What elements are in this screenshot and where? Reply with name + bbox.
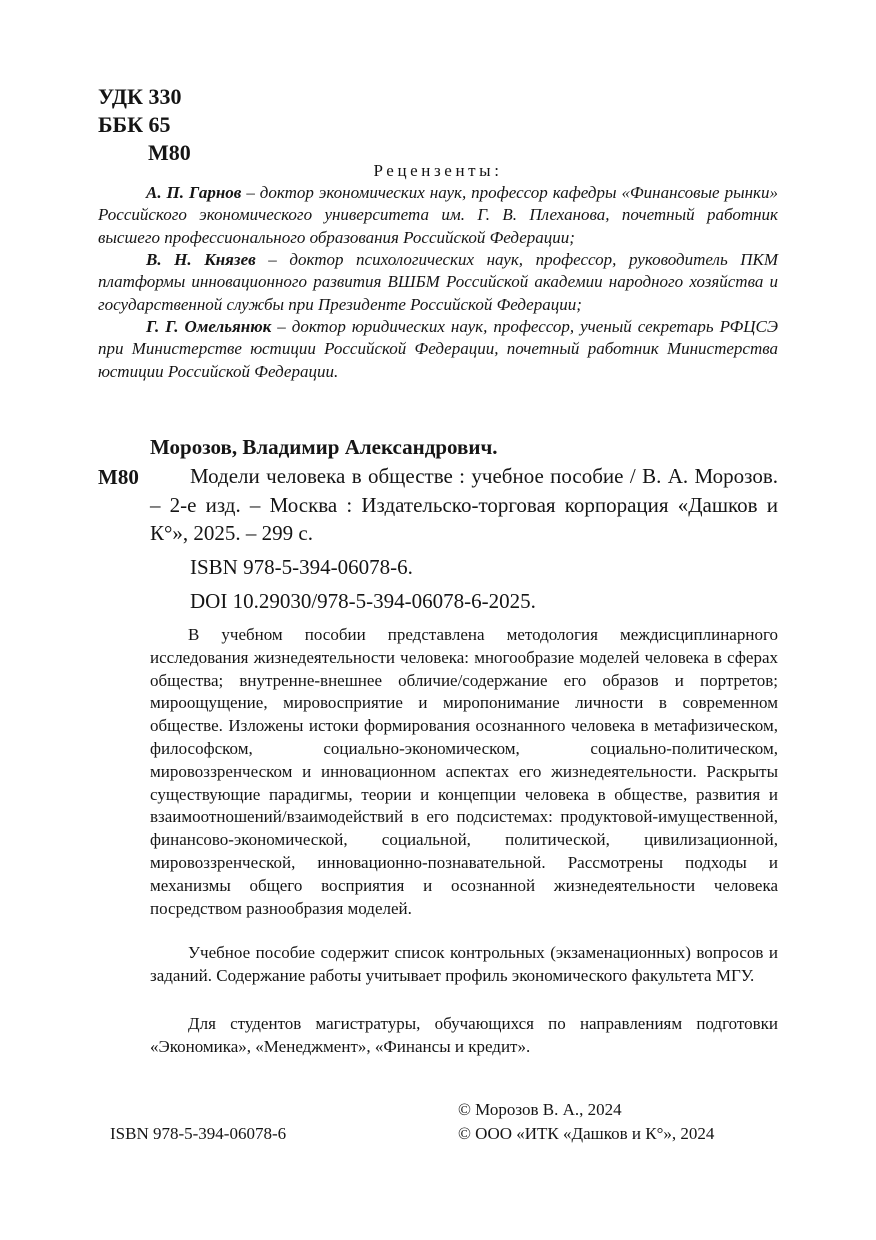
udk-code: УДК 330: [98, 84, 182, 109]
reviewer-3-name: Г. Г. Омельянюк: [146, 317, 272, 336]
abstract-paragraph-2: Учебное пособие содержит список контрольных (экзаменационных) вопросов и заданий. Содержание работы учитывает профиль экономического факультета МГУ.: [150, 943, 778, 985]
abstract-paragraph-3: Для студентов магистратуры, обучающихся по направлениям подготовки «Экономика», «Менеджмент», «Финансы и кредит».: [150, 1014, 778, 1056]
reviewer-1-text: – доктор экономических наук, профессор кафедры «Финансовые рынки» Российского экономического университета им. Г. В. Плеханова, почетный работник высшего профессионального образования Российской Федерации;: [98, 183, 778, 247]
bbk-code: ББК 65: [98, 112, 171, 137]
reviewer-2-name: В. Н. Князев: [146, 250, 256, 269]
abstract-paragraph-1: В учебном пособии представлена методология междисциплинарного исследования жизнедеятельности человека: многообразие моделей человека в сферах общества; внутренне-внешнее обличие/содержание его образов и портретов; мироощущение, мировосприятие и миропонимание личности в современном обществе. Изложены истоки формирования осознанного человека в метафизическом, философском, социально-экономическом, социально-политическом, мировоззренческом и инновационном аспектах его жизнедеятельности. Раскрыты существующие парадигмы, теории и концепции человека в обществе, развития и взаимоотношений/взаимодействий в его подсистемах: продуктовой-имущественной, финансово-экономической, социальной, политической, цивилизационной, мировоззренческой, инновационно-познавательной. Рассмотрены подходы и механизмы общего восприятия и осознанной жизнедеятельности человека посредством разнообразия моделей.: [150, 625, 778, 918]
copyright-publisher: © ООО «ИТК «Дашков и К°», 2024: [458, 1124, 715, 1143]
author-sign-code: М80: [148, 140, 191, 165]
isbn-line: ISBN 978-5-394-06078-6.: [190, 555, 413, 579]
doi-line: DOI 10.29030/978-5-394-06078-6-2025.: [190, 589, 536, 613]
bibliography-code: М80: [98, 465, 139, 489]
reviewer-3: [98, 316, 778, 383]
reviewer-3-text: – доктор юридических наук, профессор, ученый секретарь РФЦСЭ при Министерстве юстиции Российской Федерации, почетный работник Министерства юстиции Российской Федерации.: [98, 317, 778, 381]
reviewer-1-name: А. П. Гарнов: [146, 183, 242, 202]
reviewer-2: [98, 249, 778, 316]
copyright-author: © Морозов В. А., 2024: [458, 1100, 622, 1119]
footer-isbn: ISBN 978-5-394-06078-6: [110, 1124, 287, 1143]
author-heading: Морозов, Владимир Александрович.: [150, 435, 498, 459]
reviewer-2-text: – доктор психологических наук, профессор, руководитель ПКМ платформы инновационного развития ВШБМ Российской академии народного хозяйства и государственной службы при Президенте Российской Федерации;: [98, 250, 779, 314]
bibliographic-record: Модели человека в обществе : учебное пособие / В. А. Морозов. – 2-е изд. – Москва : Издательско-торговая корпорация «Дашков и К°», 2025. – 299 с.: [150, 464, 778, 545]
reviewer-1: [98, 182, 778, 249]
reviewers-title: Рецензенты:: [373, 161, 503, 180]
